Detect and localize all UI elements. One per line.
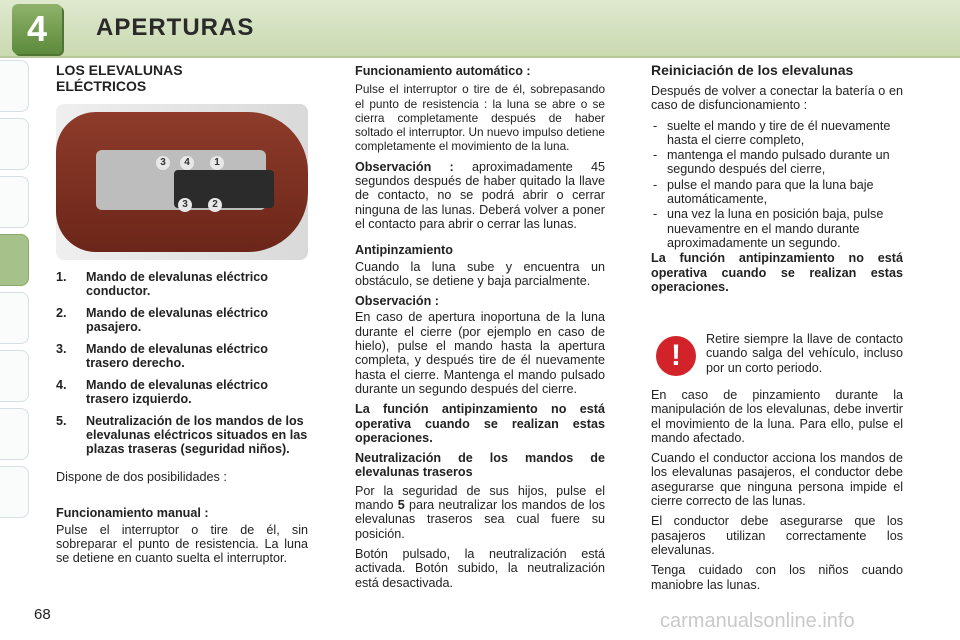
legend-column	[56, 270, 308, 571]
body-text: En caso de pinzamiento durante la manipulación de los elevalunas, debe invertir el movimiento de la luna. Para ello, pulse el mando afectado.	[651, 388, 903, 445]
body-text: En caso de apertura inoportuna de la luna durante el cierre (por ejemplo en caso de hielo), pulse el mando hasta la apertura completa, y después tire de él nuevamente hasta el cierre. Mantenga el mando pulsado durante un segundo después del cierre.	[355, 310, 605, 396]
switch-label: 3	[156, 156, 170, 170]
list-item: - suelte el mando y tire de él nuevamente hasta el cierre completo,	[651, 119, 903, 148]
list-item: - una vez la luna en posición baja, pulse nuevamentre en el mando durante aproximadamente un segundo.	[651, 207, 903, 250]
door-panel	[56, 112, 308, 252]
side-tab[interactable]	[0, 466, 29, 518]
steps-list	[651, 119, 903, 251]
side-tab-active[interactable]	[0, 234, 29, 286]
body-text: Tenga cuidado con los niños cuando maniobre las lunas.	[651, 563, 903, 592]
right-column	[651, 62, 903, 300]
subheading: Funcionamiento automático :	[355, 64, 531, 78]
side-tab[interactable]	[0, 408, 29, 460]
switch-label: 4	[180, 156, 194, 170]
body-text: Después de volver a conectar la batería o en caso de disfuncionamiento :	[651, 84, 903, 113]
body-text: Cuando la luna sube y encuentra un obstáculo, se detiene y baja parcialmente.	[355, 259, 605, 288]
warning-exclamation-icon: !	[656, 336, 696, 376]
section-title: Reiniciación de los elevalunas	[651, 62, 854, 78]
side-tab[interactable]	[0, 350, 29, 402]
body-text: Cuando el conductor acciona los mandos de los elevalunas pasajeros, el conductor debe asegurarse que ninguna persona impide el cierre correcto de las lunas.	[651, 451, 903, 509]
switch-label: 2	[208, 198, 222, 212]
warning-text: La función antipinzamiento no está operativa cuando se realizan estas operaciones.	[355, 402, 605, 445]
body-text: Observación : aproximadamente 45 segundos después de haber quitado la llave de contacto, no se podrá abrir o cerrar ninguna de las lunas. Deberá volver a poner el contacto para abrir o cerrar las lunas.	[355, 159, 605, 231]
subheading: Antipinzamiento	[355, 243, 453, 258]
right-column-lower	[651, 388, 903, 598]
list-item: 2. Mando de elevalunas eléctrico pasajero.	[56, 306, 268, 334]
body-text: El conductor debe asegurarse que los pasajeros utilizan correctamente los elevalunas.	[651, 514, 903, 557]
subheading: Observación :	[355, 294, 439, 309]
body-text: Dispone de dos posibilidades :	[56, 470, 227, 484]
body-text: Botón pulsado, la neutralización está activada. Botón subido, la neutralización está desactivada.	[355, 546, 605, 590]
subheading: Neutralización de los mandos de elevalunas traseros	[355, 451, 605, 480]
list-item: - pulse el mando para que la luna baje automáticamente,	[651, 178, 903, 207]
left-column	[56, 62, 308, 94]
body-text: Pulse el interruptor o tire de él, sobrepasando el punto de resistencia : la luna se abre o se cierra completamente después de haber soltado el interruptor. Un nuevo impulso detiene completamente el movimiento de la luna.	[355, 82, 605, 154]
middle-column	[355, 64, 605, 596]
body-text: Pulse el interruptor o tire de él, sin sobreparar el punto de resistencia. La luna se detiene en cuanto suelta el interruptor.	[56, 522, 308, 566]
list-item: 4. Mando de elevalunas eléctrico trasero izquierdo.	[56, 378, 268, 406]
watermark: carmanualsonline.info	[660, 610, 855, 632]
body-text: Por la seguridad de sus hijos, pulse el mando 5 para neutralizar los mandos de los elevalunas traseros sea cual fuere su posición.	[355, 483, 605, 541]
side-tab[interactable]	[0, 60, 29, 112]
side-tab[interactable]	[0, 118, 29, 170]
side-tab[interactable]	[0, 292, 29, 344]
switch-label: 3	[178, 198, 192, 212]
warning-box	[706, 332, 903, 381]
subheading: Funcionamiento manual :	[56, 506, 209, 521]
page-number: 68	[34, 606, 51, 623]
section-title: LOS ELEVALUNAS ELÉCTRICOS	[56, 62, 183, 94]
legend-list	[56, 270, 308, 456]
chapter-number: 4	[12, 4, 62, 54]
warning-text: La función antipinzamiento no está operativa cuando se realizan estas operaciones.	[651, 251, 903, 294]
list-item: - mantenga el mando pulsado durante un segundo después del cierre,	[651, 148, 903, 177]
switch-label: 1	[210, 156, 224, 170]
list-item: 1. Mando de elevalunas eléctrico conductor.	[56, 270, 268, 298]
warning-body: Retire siempre la llave de contacto cuando salga del vehículo, incluso por un corto periodo.	[706, 332, 903, 375]
page-title: APERTURAS	[96, 14, 255, 41]
list-item: 3. Mando de elevalunas eléctrico trasero derecho.	[56, 342, 268, 370]
side-chapter-tabs	[0, 60, 34, 524]
side-tab[interactable]	[0, 176, 29, 228]
list-item: 5. Neutralización de los mandos de los elevalunas eléctricos situados en las plazas traseras (seguridad niños).	[56, 414, 308, 456]
window-switch-photo	[56, 104, 308, 260]
